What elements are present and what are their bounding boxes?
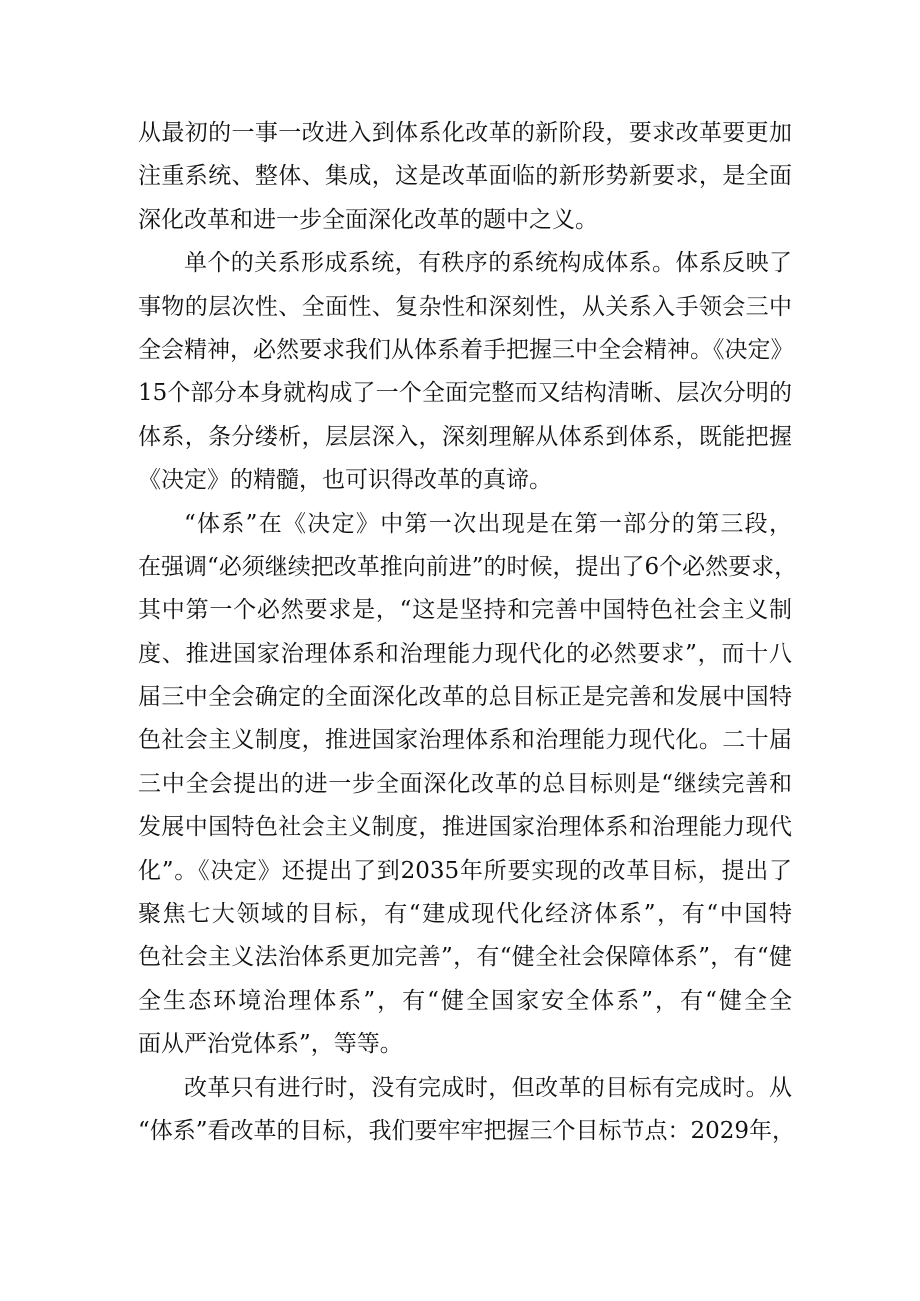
text-line: 其中第一个必然要求是，“这是坚持和完善中国特色社会主义制 <box>138 597 792 624</box>
text-line: 聚焦七大领域的目标，有“建成现代化经济体系”，有“中国特 <box>138 901 792 928</box>
text-line: 届三中全会确定的全面深化改革的总目标正是完善和发展中国特 <box>138 684 792 711</box>
text-line: 深化改革和进一步全面深化改革的题中之义。 <box>138 206 598 233</box>
text-line: 色社会主义法治体系更加完善”，有“健全社会保障体系”，有“健 <box>138 944 792 971</box>
text-line: 面从严治党体系”，等等。 <box>138 1031 403 1058</box>
text-line: 体系，条分缕析，层层深入，深刻理解从体系到体系，既能把握 <box>138 423 792 450</box>
text-line: 化”。《决定》还提出了到2035年所要实现的改革目标，提出了 <box>138 857 792 884</box>
text-line: 注重系统、整体、集成，这是改革面临的新形势新要求，是全面 <box>138 163 792 190</box>
text-line: 度、推进国家治理体系和治理能力现代化的必然要求”，而十八 <box>138 640 792 667</box>
text-line: “体系”看改革的目标，我们要牢牢把握三个目标节点：2029年， <box>138 1117 796 1144</box>
text-line: 《决定》的精髓，也可识得改革的真谛。 <box>138 467 552 494</box>
paragraph-first-line: “体系”在《决定》中第一次出现是在第一部分的第三段， <box>184 510 792 537</box>
paragraph-first-line: 单个的关系形成系统，有秩序的系统构成体系。体系反映了 <box>184 250 792 277</box>
text-line: 事物的层次性、全面性、复杂性和深刻性，从关系入手领会三中 <box>138 293 792 320</box>
paragraph-first-line: 改革只有进行时，没有完成时，但改革的目标有完成时。从 <box>184 1074 792 1101</box>
text-line: 在强调“必须继续把改革推向前进”的时候，提出了6个必然要求， <box>138 553 798 580</box>
text-line: 发展中国特色社会主义制度，推进国家治理体系和治理能力现代 <box>138 814 792 841</box>
text-line: 全生态环境治理体系”，有“健全国家安全体系”，有“健全全 <box>138 987 792 1014</box>
text-line: 色社会主义制度，推进国家治理体系和治理能力现代化。二十届 <box>138 727 792 754</box>
text-line: 三中全会提出的进一步全面深化改革的总目标则是“继续完善和 <box>138 770 792 797</box>
document-body <box>138 112 798 1153</box>
text-line: 从最初的一事一改进入到体系化改革的新阶段，要求改革要更加 <box>138 120 792 146</box>
text-line: 全会精神，必然要求我们从体系着手把握三中全会精神。《决定》 <box>138 336 794 363</box>
text-line: 15个部分本身就构成了一个全面完整而又结构清晰、层次分明的 <box>138 380 792 407</box>
